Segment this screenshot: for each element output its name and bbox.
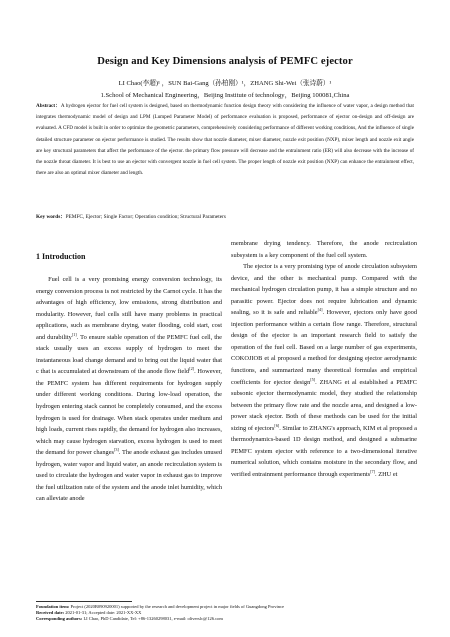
abstract — [36, 101, 414, 179]
footnote-text: LI Chao, PhD Candidate, Tel: +86-13260298031, e-mail: oliverslc@126.com — [83, 616, 223, 622]
paragraph-text: . To ensure stable operation of the PEMFC fuel cell, the stack usually uses an excess supply of hydrogen to meet the instantaneous load change demand and to bring out the liquid water that c that is accumulated at downstream of the anode flow field — [36, 333, 223, 376]
section-heading-introduction: 1 Introduction — [36, 252, 86, 261]
intro-paragraph-2 — [231, 261, 417, 480]
footnote-label: Foundation item: — [36, 604, 70, 609]
citation: [4] — [317, 307, 323, 313]
footnote-divider — [36, 601, 132, 602]
author-list: LI Chao(李超)¹ ，SUN Bai-Gang（孙柏刚）¹，ZHANG Shi-Wei（张诗蔚）¹ — [118, 80, 332, 87]
footnote-label: Received date: — [36, 610, 65, 616]
intro-paragraph-1-continued — [231, 238, 417, 261]
keywords — [36, 213, 414, 221]
citation: [7] — [370, 468, 376, 474]
paragraph-text: . However, ejectors only have good injection performance within a certain flow range. Therefore, structural design of the ejector is an important research field to satisfy the operation of the fuel cell. Based on a large number of gas experiments, COKOJIOB et al proposed a method for designing ejector aerodynamic functions, and summarized many theoretical formulas and empirical coefficients for ejector design — [231, 309, 417, 386]
abstract-text: A hydrogen ejector for fuel cell system is designed, based on thermodynamic function design theory with considering the influence of water vapor, a design method that integrates thermodynamic model of design and LPM (Lumped Parameter Model) of performance evaluation is proposed, performance of ejector on-design and off-design are evaluated. A CFD model is built in order to optimize the geometric parameters, comprehensively considering performance of different working conditions, And the influence of single detailed structure parameter on ejector performance is studied. The results show that nozzle diameter, mixer diameter, nozzle exit position (NXP), mixer length and nozzle exit angle are key structural parameters that affect the performance of the ejector. the primary flow pressure will decrease and the entrainment ratio (ER) will also decrease with the increase of the nozzle throat diameter. It is best to use an ejector with convergent nozzle in fuel cell system. The proper length of nozzle exit position (NXP) can enhance the entrainment effect, there are also an optimal mixer diameter and length. — [36, 103, 414, 177]
paragraph-text: The ejector is a very promising type of anode circulation subsystem device, and the other is mechanical pump. Compared with the mechanical hydrogen circulation pump, it has a simple structure and no parasitic power. Ejector does not require lubrication and dynamic sealing, so it is safe and reliable — [231, 263, 417, 317]
paragraph-text: . Similar to ZHANG's approach, KIM et al proposed a thermodynamics-based 1D design method, and designed a submarine PEMFC system ejector with reference to a two-dimensional iterative numerical solution, which contains moisture in the secondary flow, and verified entrainment performance through experiments — [231, 424, 417, 478]
paper-title: Design and Key Dimensions analysis of PEMFC ejector — [97, 56, 353, 67]
body-column-left — [36, 242, 222, 505]
paragraph-text: . However, the PEMFC system has different requirements for hydrogen supply under different working conditions. During low-load operation, the hydrogen entering stack cannot be completely consumed, and the excess hydrogen is used for drainage. When stack operates under medium and high loads, current rises rapidly, the demand for hydrogen also increases, which may cause hydrogen starvation, excess hydrogen is used to meet the demand for power changes — [36, 368, 222, 457]
footnote-corresponding — [36, 616, 416, 622]
keywords-label: Key words： — [36, 214, 66, 220]
citation: [2] — [189, 366, 195, 372]
footnotes — [36, 604, 416, 623]
intro-paragraph-1 — [36, 274, 222, 505]
paragraph-text: Fuel cell is a very promising energy conversion technology, its energy conversion process is not restricted by the Carnot cycle. It has the advantages of high efficiency, low emissions, strong distribution and modularity. However, fuel cells still have many problems in practical applications, such as membrane drying, water flooding, cold start, cost and durability — [36, 276, 222, 341]
footnote-label: Corresponding authors: — [36, 616, 83, 622]
citation: [3] — [113, 447, 119, 453]
footnote-text: 2021-01-31; Accepted date: 2021-XX-XX — [65, 610, 142, 616]
paragraph-text: . The anode exhaust gas includes unused hydrogen, water vapor and liquid water, an anode recirculation system is used to circulate the hydrogen and water vapor in exhaust gas to improve the fuel utilization rate of the system and the anode inlet humidity, which can alleviate anode — [36, 449, 222, 503]
affiliation: 1.School of Mechanical Engineering，Beijing Institute of technology，Beijing 100081,China — [100, 92, 350, 99]
keywords-text: PEMFC, Ejector; Single Factor; Operation condition; Structural Parameters — [65, 214, 226, 220]
paragraph-text: . ZHU et — [375, 470, 398, 478]
paragraph-text: membrane drying tendency. Therefore, the anode recirculation subsystem is a key component of the fuel cell system. — [231, 240, 417, 259]
citation: [5] — [310, 376, 316, 382]
body-column-right — [231, 238, 417, 480]
abstract-label: Abstract： — [36, 103, 61, 109]
footnote-text: Project (2020B090920001) supported by the research and development project in major fields of Guangdong Province — [70, 604, 284, 609]
citation: [6] — [274, 422, 280, 428]
paragraph-text: . ZHANG et al established a PEMFC subsonic ejector thermodynamic model, they studied the relationship between the primary flow rate and the nozzle area, and designed a low-power stack ejector. Both of these methods can be used for the initial sizing of ejectors — [231, 378, 417, 432]
citation: [1] — [71, 331, 77, 337]
